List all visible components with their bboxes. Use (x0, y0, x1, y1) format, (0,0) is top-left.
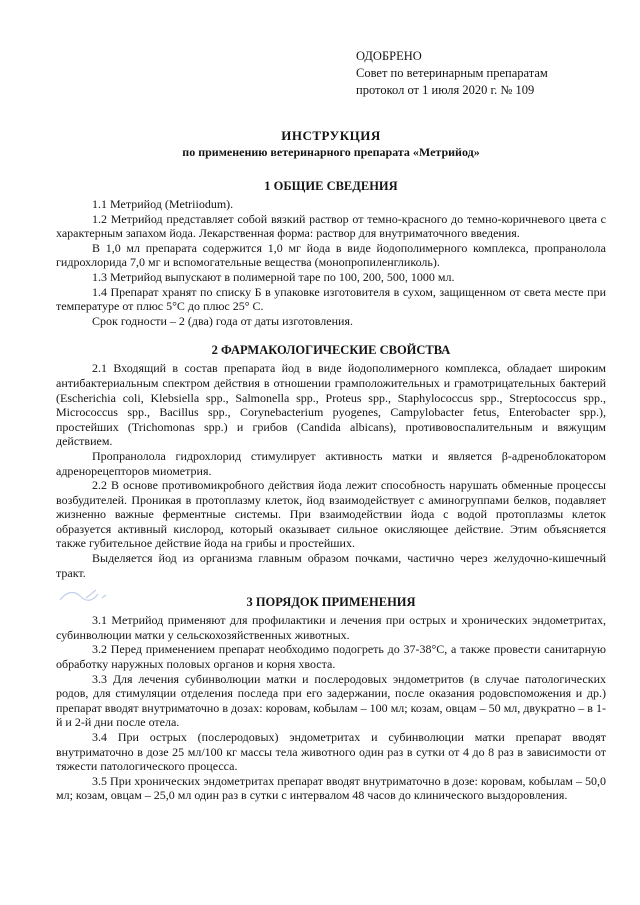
approval-line-3: протокол от 1 июля 2020 г. № 109 (356, 83, 535, 97)
paragraph: 2.2 В основе противомикробного действия йода лежит способность нарушать обменные процессы возбудителей. Проникая в протоплазму клеток, йод взаимодействует с аминогруппами белков, подавляет жизненно важные ферментные системы. При взаимодействии йода с водой протоплазмы клеток образуется активный кислород, который оказывает сильное окисляющее действие. Этим объясняется также губительное действие йода на грибы и простейших. (56, 478, 606, 551)
paragraph: 2.1 Входящий в состав препарата йод в виде йодополимерного комплекса, обладает широким антибактериальным спектром действия в отношении грамположительных и грамотрицательных бактерий (Escherichia coli, Klebsiella spp., Salmonella spp., Proteus spp., Staphylococcus spp., Streptococcus spp., Micrococcus spp., Bacillus spp., Corynebacterium pyogenes, Campylobacter fetus, Enterobacter spp.), простейших (Trichomonas spp.) и грибов (Candida albicans), противовоспалительным и вяжущим действием. (56, 361, 606, 449)
paragraph: Выделяется йод из организма главным образом почками, частично через желудочно-кишечный тракт. (56, 551, 606, 580)
section-heading-usage: 3 ПОРЯДОК ПРИМЕНЕНИЯ (246, 595, 416, 610)
paragraph: 3.2 Перед применением препарат необходимо подогреть до 37-38°С, а также провести санитарную обработку наружных половых органов и корня хвоста. (56, 642, 606, 672)
paragraph: 1.1 Метрийод (Metriiodum). (92, 197, 234, 211)
paragraph: 3.1 Метрийод применяют для профилактики и лечения при острых и хронических эндометритах, субинволюции матки у сельскохозяйственных животных. (56, 613, 606, 642)
paragraph: 1.4 Препарат хранят по списку Б в упаковке изготовителя в сухом, защищенном от света месте при температуре от плюс 5°С до плюс 25° С. (56, 284, 606, 314)
faint-stamp-mark (56, 584, 120, 608)
document-subtitle: по применению ветеринарного препарата «Метрийод» (182, 145, 480, 159)
approval-stamp-block (356, 48, 548, 99)
section-heading-pharmacology: 2 ФАРМАКОЛОГИЧЕСКИЕ СВОЙСТВА (211, 343, 451, 358)
section-heading-general: 1 ОБЩИЕ СВЕДЕНИЯ (264, 179, 398, 193)
paragraph: 3.5 При хронических эндометритах препарат вводят внутриматочно в дозе: коровам, кобылам – 50,0 мл; козам, овцам – 25,0 мл один раз в сутки с интервалом 48 часов до клинического выздоровления. (56, 773, 606, 803)
paragraph: 3.4 При острых (послеродовых) эндометритах и субинволюции матки препарат вводят внутриматочно в дозе 25 мл/100 кг массы тела животного один раз в сутки от 4 до 8 раз в зависимости от тяжести патологического процесса. (56, 730, 606, 774)
paragraph: 1.3 Метрийод выпускают в полимерной таре по 100, 200, 500, 1000 мл. (92, 269, 455, 284)
title-block (56, 128, 606, 160)
paragraph: Пропранолола гидрохлорид стимулирует активность матки и является β-адреноблокатором адренорецепторов миометрия. (56, 448, 606, 478)
paragraph: Срок годности – 2 (два) года от даты изготовления. (92, 313, 353, 328)
paragraph: В 1,0 мл препарата содержится 1,0 мг йода в виде йодополимерного комплекса, пропранолола гидрохлорида 7,0 мг и вспомогательные вещества (монопропиленгликоль). (56, 240, 606, 270)
document-title: ИНСТРУКЦИЯ (281, 128, 381, 143)
approval-line-1: ОДОБРЕНО (356, 49, 422, 63)
paragraph: 3.3 Для лечения субинволюции матки и послеродовых эндометритов (в случае патологических родов, для стимуляции отделения последа при его задержании, после оказания родовспоможения и др.) препарат вводят внутриматочно в дозах: коровам, кобылам – 100 мл; козам, овцам – 50 мл, двукратно – в 1-й и 2-й дни после отела. (56, 671, 606, 730)
paragraph: 1.2 Метрийод представляет собой вязкий раствор от темно-красного до темно-коричневого цвета с характерным запахом йода. Лекарственная форма: раствор для внутриматочного введения. (56, 211, 606, 241)
approval-line-2: Совет по ветеринарным препаратам (356, 66, 548, 80)
